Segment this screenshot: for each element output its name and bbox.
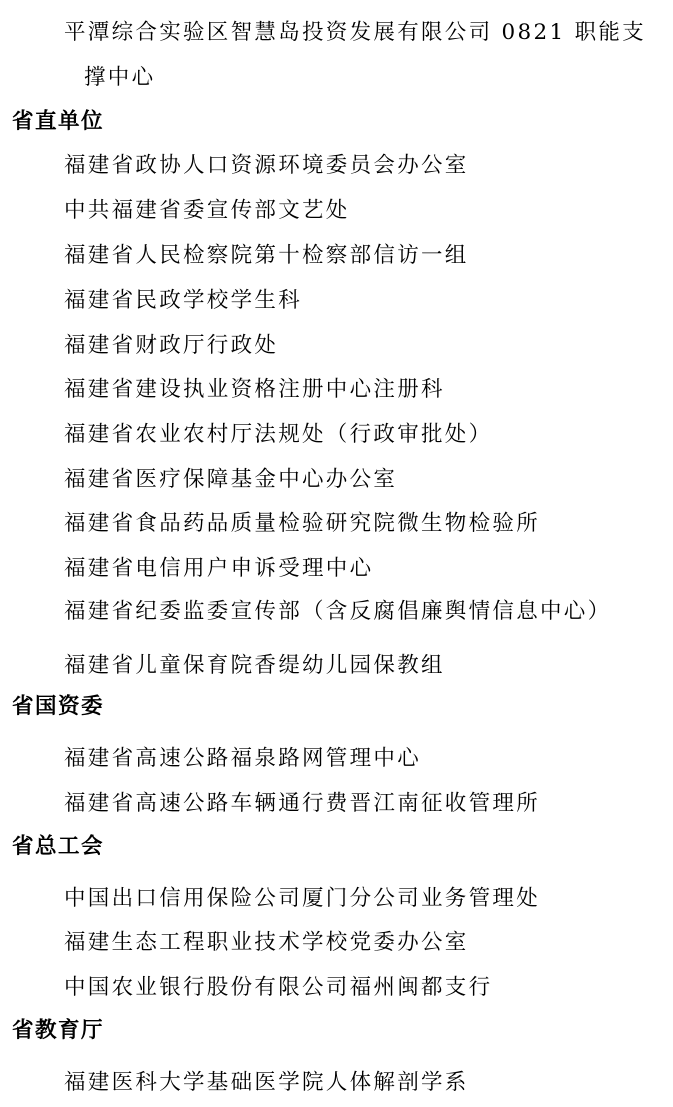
section-heading: 省总工会 [12, 834, 105, 859]
list-item: 福建省高速公路福泉路网管理中心 [64, 746, 422, 771]
section-heading: 省直单位 [12, 109, 105, 134]
list-item: 中国出口信用保险公司厦门分公司业务管理处 [64, 886, 541, 911]
list-item: 福建省纪委监委宣传部（含反腐倡廉舆情信息中心） [64, 599, 612, 624]
list-item: 福建省医疗保障基金中心办公室 [64, 467, 398, 492]
list-item: 福建省财政厅行政处 [64, 333, 279, 358]
list-item: 福建省食品药品质量检验研究院微生物检验所 [64, 511, 541, 536]
list-item: 平潭综合实验区智慧岛投资发展有限公司 0821 职能支 [64, 20, 646, 45]
list-item: 福建省建设执业资格注册中心注册科 [64, 377, 445, 402]
list-item: 中国农业银行股份有限公司福州闽都支行 [64, 975, 493, 1000]
section-heading: 省教育厅 [12, 1018, 105, 1043]
list-item: 中共福建省委宣传部文艺处 [64, 198, 350, 223]
list-item-continuation: 撑中心 [84, 65, 156, 90]
list-item: 福建省政协人口资源环境委员会办公室 [64, 153, 469, 178]
list-item: 福建生态工程职业技术学校党委办公室 [64, 930, 469, 955]
list-item: 福建省人民检察院第十检察部信访一组 [64, 243, 469, 268]
section-heading: 省国资委 [12, 694, 105, 719]
list-item: 福建医科大学基础医学院人体解剖学系 [64, 1070, 469, 1095]
list-item: 福建省高速公路车辆通行费晋江南征收管理所 [64, 791, 541, 816]
list-item: 福建省儿童保育院香缇幼儿园保教组 [64, 653, 445, 678]
list-item: 福建省农业农村厅法规处（行政审批处） [64, 422, 493, 447]
list-item: 福建省民政学校学生科 [64, 288, 303, 313]
list-item: 福建省电信用户申诉受理中心 [64, 556, 374, 581]
